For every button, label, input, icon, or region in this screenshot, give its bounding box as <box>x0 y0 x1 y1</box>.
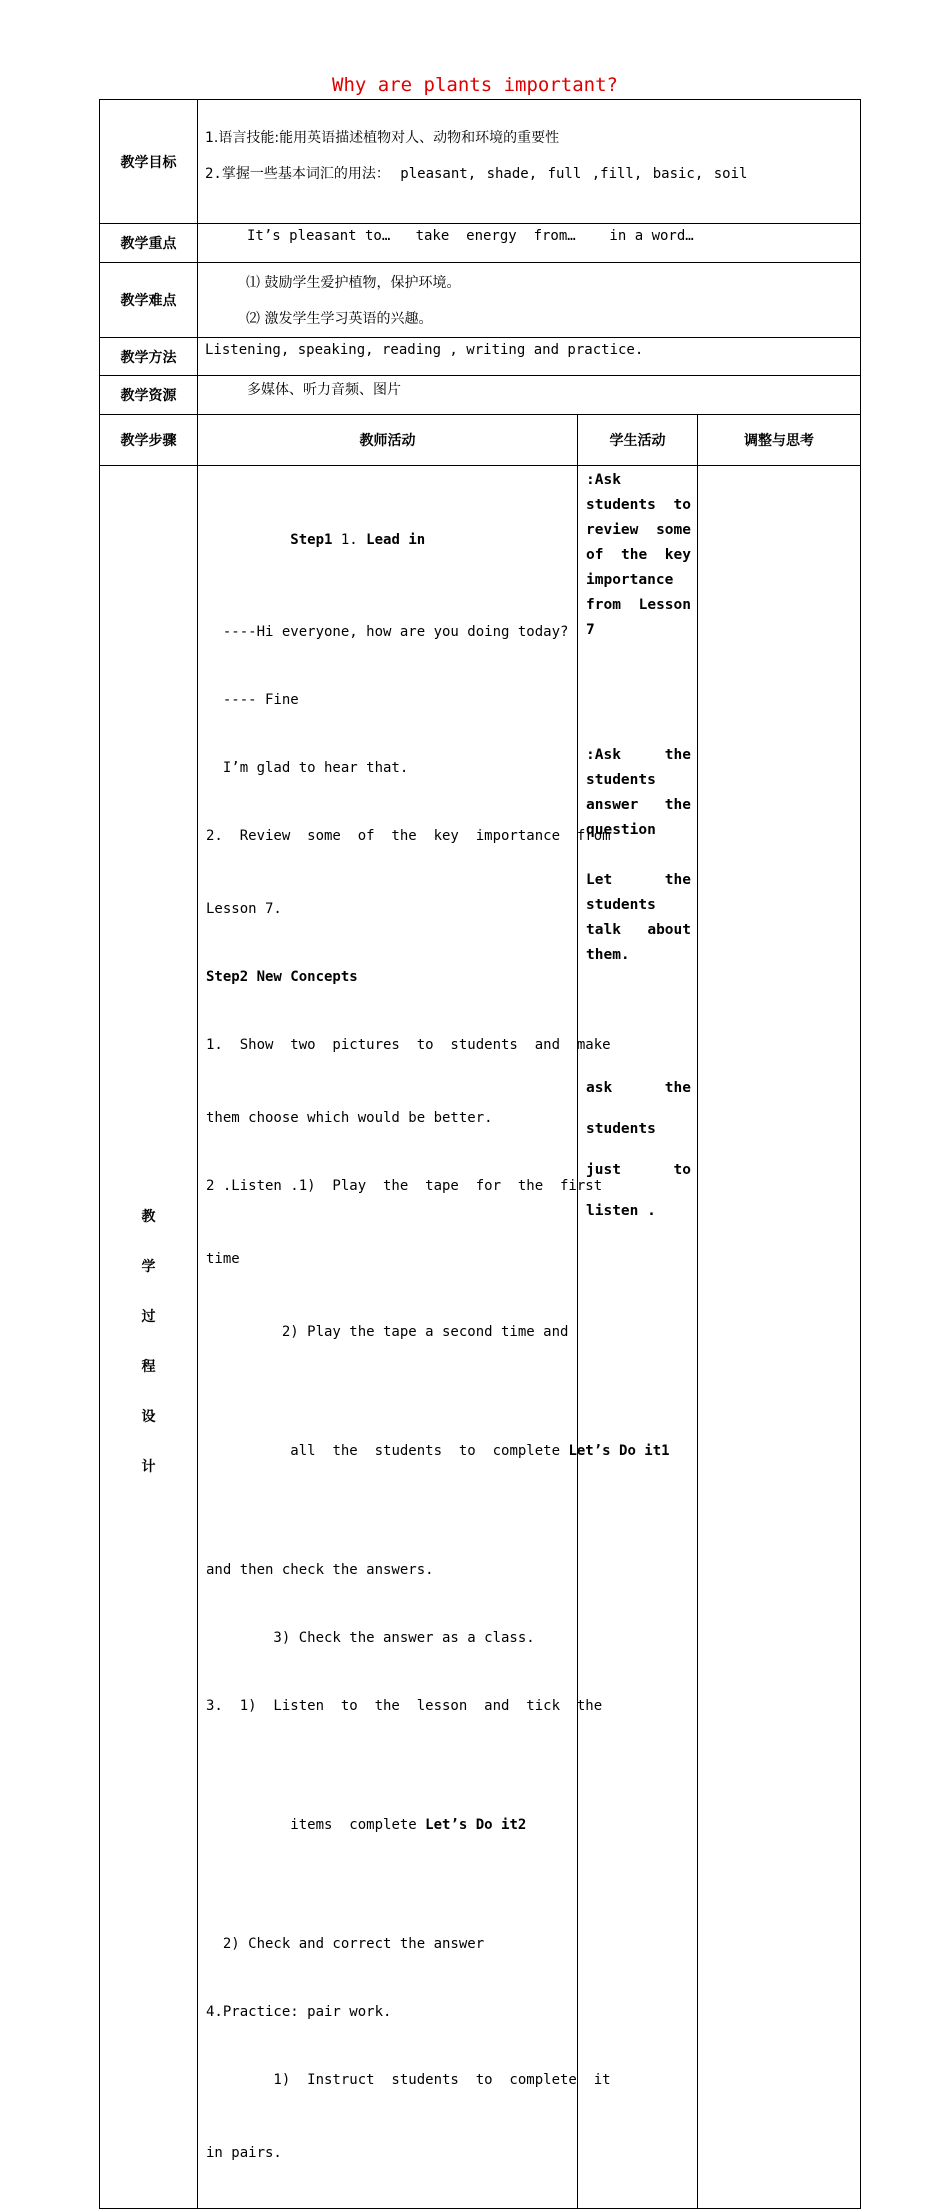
col-teacher-header: 教师活动 <box>198 415 578 466</box>
process-row <box>100 466 861 2209</box>
column-header-row <box>100 415 861 466</box>
process-label <box>100 466 198 2209</box>
teacher-line-11a: all the students to complete <box>290 1443 569 1459</box>
teacher-line-5: Lesson 7. <box>206 901 282 917</box>
student-activity-cell <box>578 466 698 2209</box>
teacher-line-10: 2) Play the tape a second time and <box>206 1324 569 1340</box>
student-activity-1: :Ask students to review some of the key importance from Lesson 7 <box>586 472 691 638</box>
objectives-line-2: 2.掌握一些基本词汇的用法： pleasant, shade, full ,fill, basic, soil <box>205 166 748 182</box>
teacher-line-13: 3) Check the answer as a class. <box>206 1630 535 1646</box>
difficulties-content <box>198 263 861 338</box>
methods-content <box>198 338 861 376</box>
teacher-line-19: in pairs. <box>206 2145 282 2161</box>
teacher-line-16: 2) Check and correct the answer <box>206 1936 485 1952</box>
key-points-row <box>100 224 861 263</box>
objectives-content <box>198 100 861 224</box>
difficulties-row <box>100 263 861 338</box>
lesson-plan-table <box>99 99 861 2209</box>
process-char-3: 过 <box>141 1309 156 1325</box>
teacher-line-9: time <box>206 1251 240 1267</box>
teacher-line-6: 1. Show two pictures to students and make <box>206 1037 611 1053</box>
teacher-line-18: 1) Instruct students to complete it <box>206 2072 611 2088</box>
student-activity-3: Let the students talk about them. <box>586 872 691 963</box>
difficulties-line-2: ⑵ 激发学生学习英语的兴趣。 <box>246 311 433 327</box>
col-reflection-header: 调整与思考 <box>698 415 861 466</box>
teacher-line-15b: Let’s Do it2 <box>425 1817 527 1833</box>
process-char-1: 教 <box>141 1209 156 1225</box>
resources-row <box>100 376 861 415</box>
student-activity-2: :Ask the students answer the question <box>586 747 691 838</box>
key-points-content <box>198 224 861 263</box>
step2-title: Step2 New Concepts <box>206 969 358 985</box>
student-activity-4c: just to <box>586 1162 691 1178</box>
col-student-header: 学生活动 <box>578 415 698 466</box>
process-char-4: 程 <box>141 1359 156 1375</box>
teacher-line-12: and then check the answers. <box>206 1562 434 1578</box>
key-points-text: It’s pleasant to… take energy from… in a word… <box>247 228 694 244</box>
teacher-line-3: I’m glad to hear that. <box>206 760 409 776</box>
document-title: Why are plants important? <box>332 74 618 96</box>
teacher-line-1: ----Hi everyone, how are you doing today? <box>206 624 569 640</box>
resources-label: 教学资源 <box>100 376 198 415</box>
step1-head: Step1 <box>290 532 333 548</box>
teacher-line-15a: items complete <box>290 1817 426 1833</box>
teacher-line-2: ---- Fine <box>206 692 299 708</box>
teacher-line-4: 2. Review some of the key importance from <box>206 828 611 844</box>
difficulties-line-1: ⑴ 鼓励学生爱护植物，保护环境。 <box>246 275 461 291</box>
process-char-2: 学 <box>141 1259 156 1275</box>
methods-row <box>100 338 861 376</box>
difficulties-label: 教学难点 <box>100 263 198 338</box>
key-points-label: 教学重点 <box>100 224 198 263</box>
objectives-label: 教学目标 <box>100 100 198 224</box>
resources-content <box>198 376 861 415</box>
teacher-line-8: 2 .Listen .1) Play the tape for the first <box>206 1178 603 1194</box>
process-char-6: 计 <box>141 1459 156 1475</box>
resources-text: 多媒体、听力音频、图片 <box>247 382 401 398</box>
objectives-line-1: 1.语言技能:能用英语描述植物对人、动物和环境的重要性 <box>205 130 560 146</box>
teacher-line-17: 4.Practice: pair work. <box>206 2004 392 2020</box>
methods-text: Listening, speaking, reading , writing and practice. <box>205 342 644 358</box>
objectives-row <box>100 100 861 224</box>
student-activity-4b: students <box>586 1121 656 1137</box>
teacher-line-11b: Let’s Do it1 <box>568 1443 670 1459</box>
step1-title: Lead in <box>357 532 426 548</box>
teacher-line-14: 3. 1) Listen to the lesson and tick the <box>206 1698 603 1714</box>
reflection-cell <box>698 466 861 2209</box>
step1-number: 1. <box>332 532 358 548</box>
col-steps-header: 教学步骤 <box>100 415 198 466</box>
methods-label: 教学方法 <box>100 338 198 376</box>
student-activity-4d: listen . <box>586 1203 656 1219</box>
student-activity-4a: ask the <box>586 1080 691 1096</box>
teacher-line-7: them choose which would be better. <box>206 1110 493 1126</box>
process-char-5: 设 <box>141 1409 156 1425</box>
